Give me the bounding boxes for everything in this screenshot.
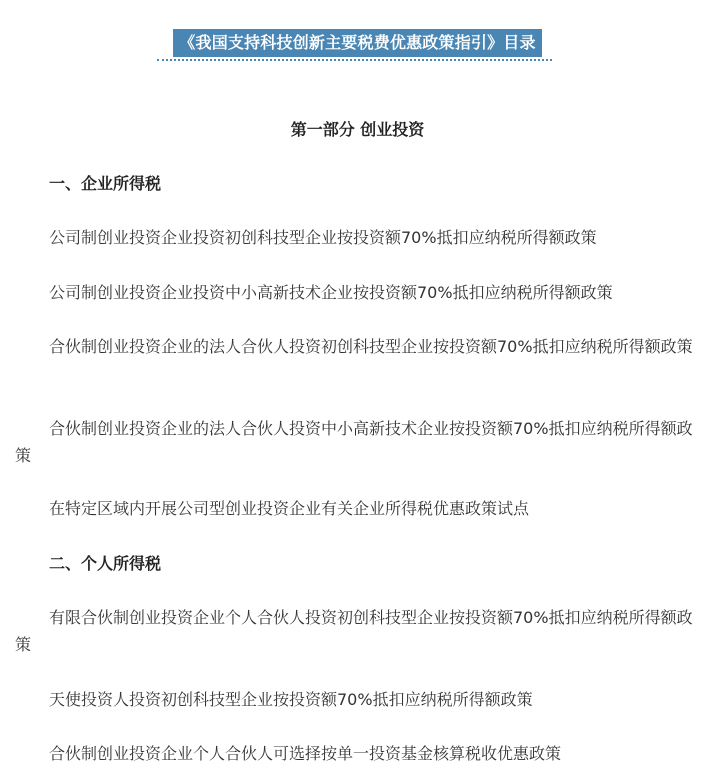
list-item: 合伙制创业投资企业的法人合伙人投资中小高新技术企业按投资额70%抵扣应纳税所得额政策 xyxy=(15,419,693,465)
list-item: 合伙制创业投资企业的法人合伙人投资初创科技型企业按投资额70%抵扣应纳税所得额政策 xyxy=(49,337,693,356)
list-item: 公司制创业投资企业投资中小高新技术企业按投资额70%抵扣应纳税所得额政策 xyxy=(49,283,613,302)
title-dotted-underline xyxy=(157,59,552,61)
document-title: 《我国支持科技创新主要税费优惠政策指引》目录 xyxy=(173,29,541,57)
list-item: 在特定区域内开展公司型创业投资企业有关企业所得税优惠政策试点 xyxy=(49,499,530,518)
section-heading-corporate-income-tax: 一、企业所得税 xyxy=(49,174,162,193)
document-title-wrapper xyxy=(0,29,715,57)
list-item: 天使投资人投资初创科技型企业按投资额70%抵扣应纳税所得额政策 xyxy=(49,690,533,709)
list-item: 公司制创业投资企业投资初创科技型企业按投资额70%抵扣应纳税所得额政策 xyxy=(49,228,597,247)
list-item: 有限合伙制创业投资企业个人合伙人投资初创科技型企业按投资额70%抵扣应纳税所得额政策 xyxy=(15,608,693,654)
section-heading-individual-income-tax: 二、个人所得税 xyxy=(49,554,162,573)
part-heading: 第一部分 创业投资 xyxy=(290,120,425,139)
list-item: 合伙制创业投资企业个人合伙人可选择按单一投资基金核算税收优惠政策 xyxy=(49,744,562,763)
